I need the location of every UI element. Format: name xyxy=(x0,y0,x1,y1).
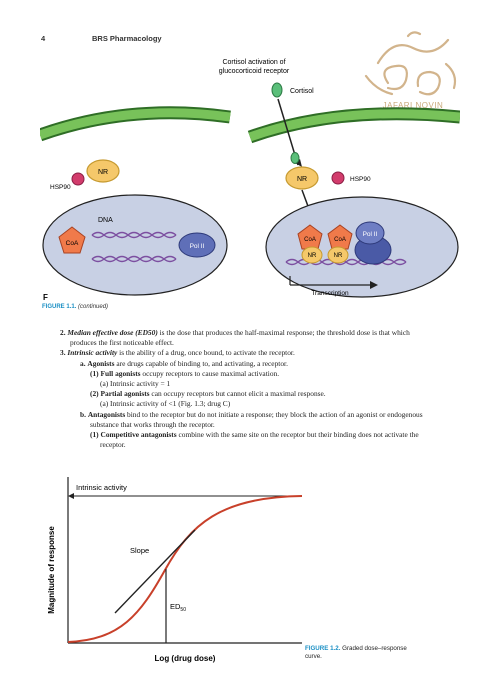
figure-1-1-caption xyxy=(42,304,108,310)
item-3: 3. Intrinsic activity is the ability of a drug, once bound, to activate the receptor. xyxy=(60,348,295,358)
nr-label-right-1: NR xyxy=(307,253,317,259)
item-a1a: (a) Intrinsic activity = 1 xyxy=(100,379,171,389)
item-a1: (1) Full agonists occupy receptors to cause maximal activation. xyxy=(90,368,280,378)
hsp90-label-right: HSP90 xyxy=(350,176,371,183)
slope-label: Slope xyxy=(130,546,150,555)
dose-response-curve xyxy=(68,496,302,642)
nr-label-right: NR xyxy=(296,176,308,183)
nr-label-right-2: NR xyxy=(333,253,343,259)
logo-line1: JAFARI NOVIN xyxy=(382,101,444,110)
caption-label: FIGURE 1.1. xyxy=(42,304,77,310)
item-a: a. Agonists are drugs capable of binding to, and activating, a receptor. xyxy=(80,358,288,368)
item-2: 2. Median effective dose (ED50) is the dose that produces the half-maximal response; the threshold dose is that which produces the first noticeable effect. xyxy=(60,328,410,348)
fig2-caption-label: FIGURE 1.2. xyxy=(305,645,341,652)
top-label-line2: glucocorticoid receptor xyxy=(218,68,290,75)
item-b1: (1) Competitive antagonists combine with the same site on the receptor but their binding does not activate the receptor. xyxy=(90,430,419,450)
ed50-label: $ED_{50}$ xyxy=(170,602,186,613)
cortisol-label: Cortisol xyxy=(290,88,314,95)
fig2-caption-text: Graded dose–response curve. xyxy=(305,645,407,660)
top-label-line1: Cortisol activation of xyxy=(222,59,286,66)
item-a2: (2) Partial agonists can occupy receptors but cannot elicit a maximal response. xyxy=(90,389,326,399)
intrinsic-activity-label: Intrinsic activity xyxy=(76,483,127,492)
panel-letter: F xyxy=(43,293,48,302)
polii-label-left: Pol II xyxy=(189,243,205,250)
transcription-label: Transcription xyxy=(311,290,349,297)
nr-label-left: NR xyxy=(97,169,109,176)
body-text xyxy=(60,328,438,450)
figure-receptor-diagram xyxy=(40,55,460,305)
book-title: BRS Pharmacology xyxy=(92,34,162,43)
item-a2a: (a) Intrinsic activity of <1 (Fig. 1.3; drug C) xyxy=(100,399,231,409)
logo-line2: PUBLICATION xyxy=(385,116,441,122)
dna-label: DNA xyxy=(98,217,113,224)
coa-label-right-2: CoA xyxy=(334,237,346,243)
cortisol-molecule xyxy=(272,83,282,97)
hsp90-label-left: HSP90 xyxy=(50,184,71,191)
coa-label-right-1: CoA xyxy=(304,237,316,243)
page-number: 4 xyxy=(41,34,46,43)
figure-1-2-caption xyxy=(305,645,425,661)
hsp90-right xyxy=(332,172,344,184)
coa-label-left: CoA xyxy=(65,240,79,247)
slope-line xyxy=(115,530,195,613)
figure-dose-response xyxy=(40,475,310,670)
caption-text: (continued) xyxy=(78,304,109,310)
y-axis-label: Magnitude of response xyxy=(47,526,56,614)
polii-label-right: Pol II xyxy=(362,231,378,238)
x-axis-label: Log (drug dose) xyxy=(154,654,216,663)
item-b: b. Antagonists bind to the receptor but do not initiate a response; they block the action of an agonist or endogenous substance that works through the receptor. xyxy=(80,409,423,429)
hsp90-left xyxy=(72,173,84,185)
